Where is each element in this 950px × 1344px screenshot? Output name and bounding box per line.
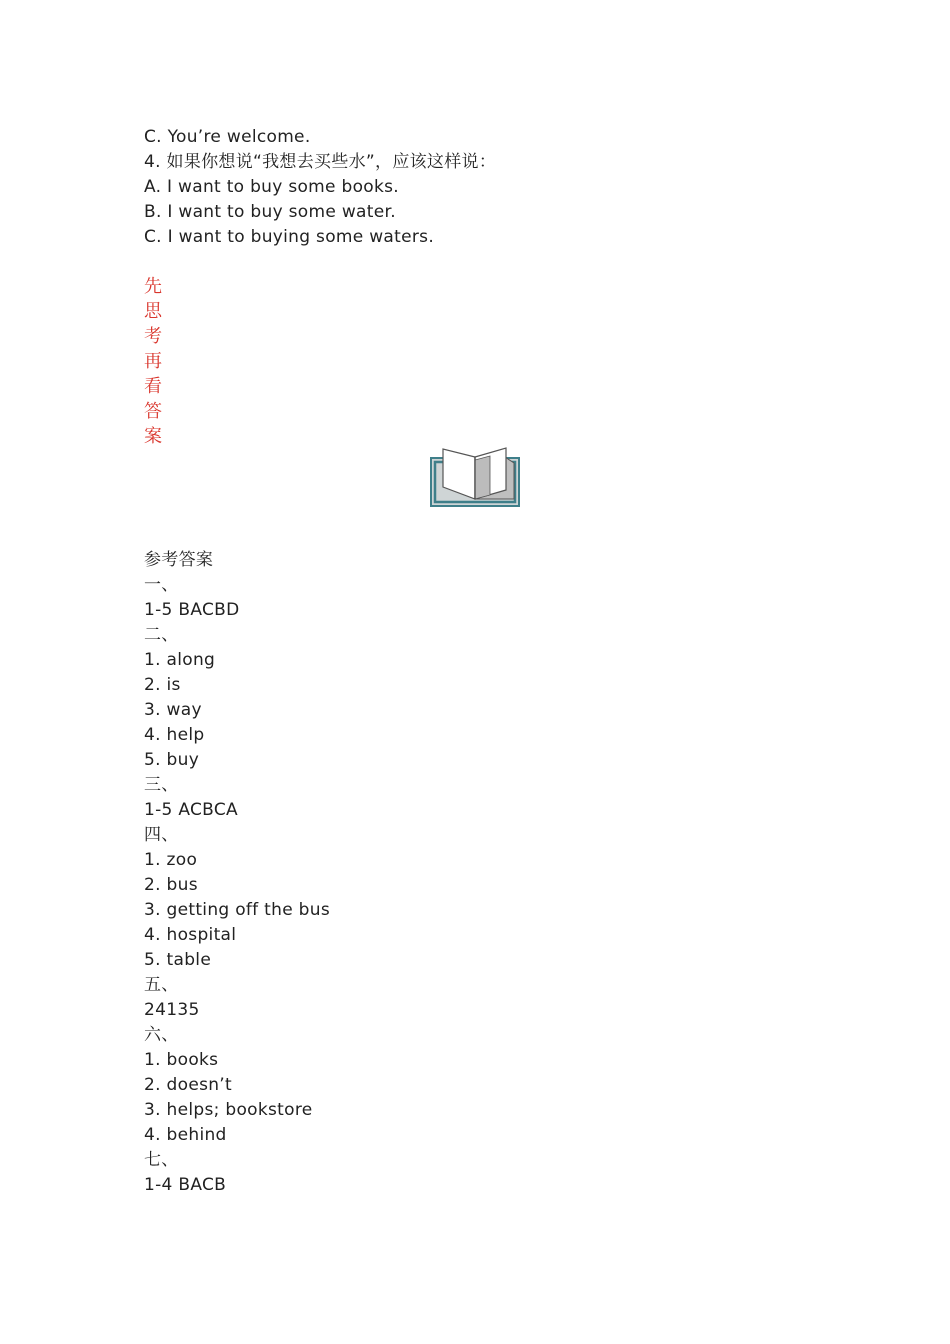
prompt-char: 思	[144, 301, 163, 322]
section-heading: 二、	[144, 625, 179, 645]
prompt-char: 再	[144, 351, 163, 372]
section-heading: 一、	[144, 575, 179, 595]
section-heading: 三、	[144, 775, 179, 795]
answer-line: 3. way	[144, 700, 202, 720]
section-heading: 七、	[144, 1150, 179, 1170]
section-heading: 六、	[144, 1025, 179, 1045]
prompt-char: 先	[144, 276, 163, 297]
option-line: A. I want to buy some books.	[144, 177, 399, 197]
prompt-char: 考	[144, 326, 163, 347]
answer-line: 1. zoo	[144, 850, 198, 870]
question-section	[144, 125, 824, 250]
answer-line: 3. getting off the bus	[144, 900, 330, 920]
open-book-icon	[428, 445, 522, 509]
answer-line: 4. behind	[144, 1125, 227, 1145]
answer-line: 5. buy	[144, 750, 200, 770]
section-heading: 四、	[144, 825, 179, 845]
option-line: C. I want to buying some waters.	[144, 227, 435, 247]
option-line: B. I want to buy some water.	[144, 202, 396, 222]
answer-line: 2. is	[144, 675, 181, 695]
question-line: 4. 如果你想说“我想去买些水”，应该这样说：	[144, 152, 497, 172]
prompt-char: 案	[144, 426, 163, 447]
answer-line: 1-4 BACB	[144, 1175, 227, 1195]
answer-line: 24135	[144, 1000, 200, 1020]
answer-line: 1-5 BACBD	[144, 600, 240, 620]
answer-line: 4. help	[144, 725, 205, 745]
answer-line: 1. books	[144, 1050, 219, 1070]
answer-line: 5. table	[144, 950, 212, 970]
answer-key-section	[144, 548, 824, 1198]
think-first-prompt	[144, 274, 824, 449]
answer-key-title: 参考答案	[144, 550, 214, 570]
answer-line: 2. bus	[144, 875, 198, 895]
answer-line: 3. helps; bookstore	[144, 1100, 313, 1120]
section-heading: 五、	[144, 975, 179, 995]
option-line: C. You’re welcome.	[144, 127, 311, 147]
answer-line: 1-5 ACBCA	[144, 800, 238, 820]
answer-line: 1. along	[144, 650, 216, 670]
answer-line: 4. hospital	[144, 925, 237, 945]
prompt-char: 看	[144, 376, 163, 397]
answer-line: 2. doesn’t	[144, 1075, 232, 1095]
prompt-char: 答	[144, 401, 163, 422]
